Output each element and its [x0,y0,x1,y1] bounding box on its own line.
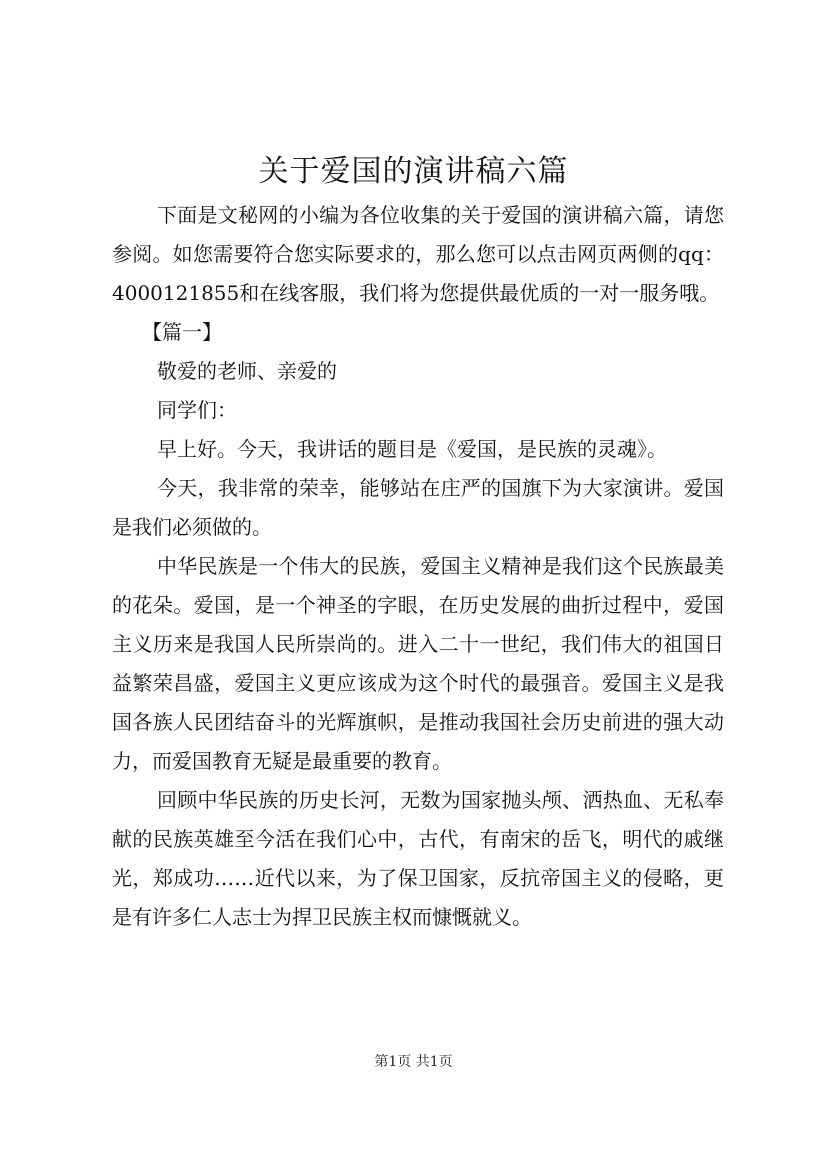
page-footer: 第1页 共1页 [374,1054,453,1070]
salutation-line-2: 同学们： [157,398,237,422]
document-body [112,196,724,937]
intro-paragraph: 下面是文秘网的小编为各位收集的关于爱国的演讲稿六篇，请您参阅。如您需要符合您实际要求的，那么您可以点击网页两侧的qq：4000121855和在线客服，我们将为您提供最优质的一对一服务哦。 [112,203,724,305]
body-paragraph-3: 回顾中华民族的历史长河，无数为国家抛头颅、洒热血、无私奉献的民族英雄至今活在我们心中，古代，有南宋的岳飞，明代的戚继光，郑成功……近代以来，为了保卫国家，反抗帝国主义的侵略，更是有许多仁人志士为捍卫民族主权而慷慨就义。 [112,788,724,929]
section-heading: 【篇一】 [142,320,222,344]
document-title: 关于爱国的演讲稿六篇 [258,154,569,189]
salutation-line-1: 敬爱的老师、亲爱的 [157,359,337,383]
body-paragraph-2: 中华民族是一个伟大的民族，爱国主义精神是我们这个民族最美的花朵。爱国，是一个神圣的字眼，在历史发展的曲折过程中，爱国主义历来是我国人民所崇尚的。进入二十一世纪，我们伟大的祖国日益繁荣昌盛，爱国主义更应该成为这个时代的最强音。爱国主义是我国各族人民团结奋斗的光辉旗帜，是推动我国社会历史前进的强大动力，而爱国教育无疑是最重要的教育。 [112,554,724,773]
body-paragraph-1: 今天，我非常的荣幸，能够站在庄严的国旗下为大家演讲。爱国是我们必须做的。 [112,476,724,539]
greeting-paragraph: 早上好。今天，我讲话的题目是《爱国，是民族的灵魂》。 [157,437,667,461]
